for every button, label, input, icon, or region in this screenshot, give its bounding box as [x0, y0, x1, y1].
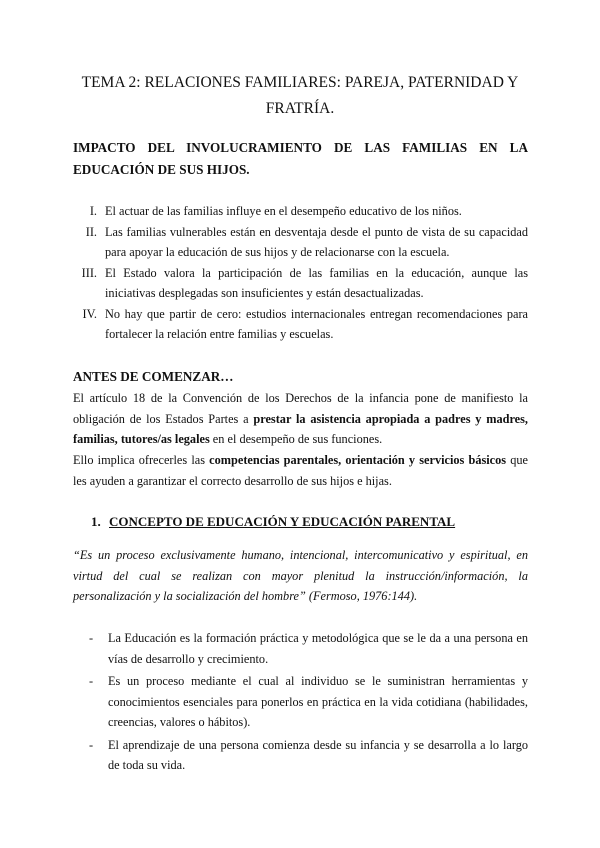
roman-list: [73, 201, 528, 345]
title-line-2: FRATRÍA.: [265, 100, 335, 117]
title-line-1: TEMA 2: RELACIONES FAMILIARES: PAREJA, PATERNIDAD Y: [81, 74, 519, 91]
section-heading-impacto: IMPACTO DEL INVOLUCRAMIENTO DE LAS FAMILIAS EN LA EDUCACIÓN DE SUS HIJOS.: [73, 140, 528, 177]
list-item: IV. No hay que partir de cero: estudios internacionales entregan recomendaciones para fortalecer la relación entre familias y escuelas.: [82, 306, 528, 341]
section-heading-antes: ANTES DE COMENZAR…: [73, 369, 234, 384]
heading-number: 1.: [91, 514, 101, 529]
heading-text: CONCEPTO DE EDUCACIÓN Y EDUCACIÓN PARENTAL: [109, 514, 456, 529]
list-item: III. El Estado valora la participación de las familias en la educación, aunque las iniciativas desplegadas son insuficientes y están desactualizadas.: [81, 265, 528, 300]
list-item: - Es un proceso mediante el cual al individuo se le suministran herramientas y conocimientos esenciales para ponerlos en práctica en la vida cotidiana (habilidades, creencias, valores o hábitos).: [89, 674, 528, 729]
list-item: - La Educación es la formación práctica y metodológica que se le da a una persona en vías de desarrollo y crecimiento.: [89, 631, 528, 666]
quote-fermoso: “Es un proceso exclusivamente humano, intencional, intercomunicativo y espiritual, en virtud del cual se realizan con mayor plenitud la instrucción/información, la personalización y la socialización del hombre” (Fermoso, 1976:144).: [73, 548, 528, 603]
paragraph-competencias: Ello implica ofrecerles las competencias parentales, orientación y servicios básicos que les ayuden a garantizar el correcto desarrollo de sus hijos e hijas.: [73, 453, 528, 488]
bold-phrase: competencias parentales, orientación y servicios básicos: [209, 453, 507, 467]
section-heading-concepto: [91, 512, 455, 532]
bold-phrase: prestar la asistencia apropiada a padres y madres, familias, tutores/as legales: [73, 411, 528, 446]
list-item: II. Las familias vulnerables están en desventaja desde el punto de vista de su capacidad para apoyar la educación de sus hijos y de relacionarse con la escuela.: [85, 224, 528, 259]
paragraph-convencion: El artículo 18 de la Convención de los Derechos de la infancia pone de manifiesto la obligación de los Estados Partes a prestar la asistencia apropiada a padres y madres, familias, tutores/as legales en el desempeño de sus funciones.: [73, 391, 528, 446]
document-title: [60, 70, 540, 122]
bullet-list: [89, 628, 528, 778]
list-item: - El aprendizaje de una persona comienza desde su infancia y se desarrolla a lo largo de toda su vida.: [89, 737, 528, 772]
list-item: I. El actuar de las familias influye en el desempeño educativo de los niños.: [89, 204, 462, 218]
